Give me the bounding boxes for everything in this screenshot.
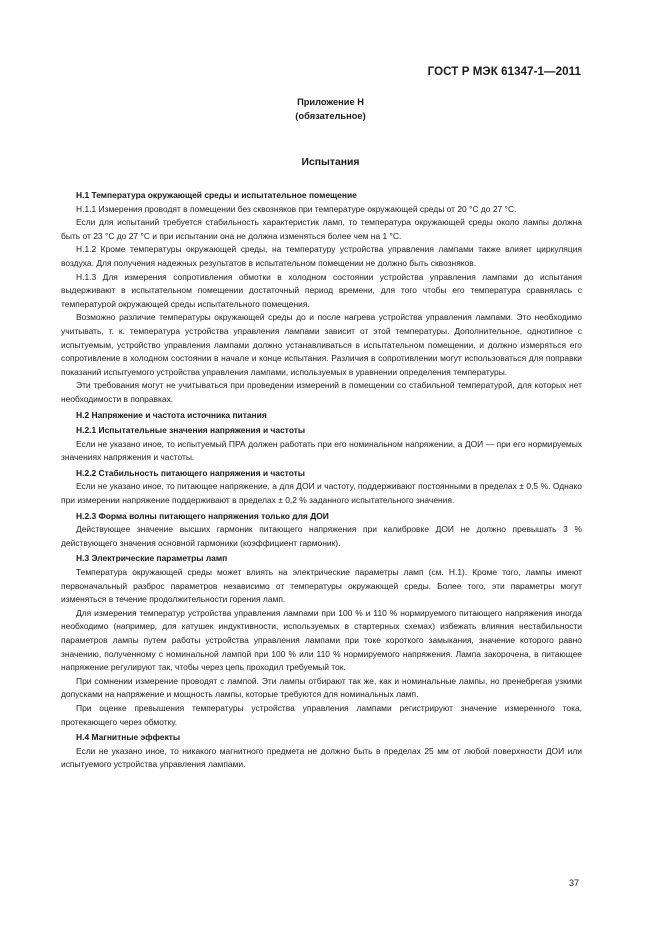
- subsection-heading: Н.4 Магнитные эффекты: [76, 732, 181, 743]
- paragraph: Если не указано иное, то питающее напряжение, а для ДОИ и частоту, поддерживают постоянными в пределах ± 0,5 %. Однако при измерении напряжение поддерживают в пределах ± 0,2 % заданного испытательного значения.: [61, 481, 582, 506]
- paragraph: При оценке превышения температуры устройства управления лампами регистрируют значение измеренного тока, протекающего через обмотку.: [61, 702, 582, 727]
- subsection-heading: Н.2.3 Форма волны питающего напряжения только для ДОИ: [76, 510, 329, 521]
- standard-designation: ГОСТ Р МЭК 61347-1—2011: [427, 66, 581, 78]
- paragraph: Если не указано иное, то испытуемый ПРА должен работать при его номинальном напряжении, а ДОИ — при его нормируемых значениях напряжения и частоты.: [61, 438, 582, 463]
- annex-title: Приложение Н: [297, 97, 364, 107]
- subsection-heading: Н.2.2 Стабильность питающего напряжения и частоты: [76, 467, 305, 478]
- subsection-heading: Н.1 Температура окружающей среды и испытательное помещение: [76, 190, 357, 200]
- annex-header: [0, 95, 661, 123]
- paragraph: Возможно различие температуры окружающей среды до и после нагрева устройства управления лампами. Это необходимо учитывать, т. к. температура устройства управления лампами зависит от этой температуры. Дополнительное, однотипное с испытуемым, устройство управления лампами должно устанавливаться в испытательном помещении, и должно измеряться его сопротивление в холодном состоянии в начале и конце испытания. Различия в сопротивлении могут использоваться для поправки показаний испытуемого устройства управления лампами, используемых в уравнении определения температуры.: [61, 312, 582, 377]
- subsection-heading: Н.2.1 Испытательные значения напряжения и частоты: [76, 425, 306, 436]
- paragraph: Если не указано иное, то никакого магнитного предмета не должно быть в пределах 25 мм от любой поверхности ДОИ или испытуемого устройства управления лампами.: [61, 745, 582, 770]
- subsection-heading: Н.2 Напряжение и частота источника питания: [76, 409, 267, 420]
- paragraph: Если для испытаний требуется стабильность характеристик ламп, то температура окружающей среды около лампы должна быть от 23 °С до 27 °С и при испытании она не должна изменяться более чем на 1 °С.: [61, 217, 582, 241]
- annex-status: (обязательное): [295, 111, 366, 121]
- paragraph: Н.1.3 Для измерения сопротивления обмотки в холодном состоянии устройства управления лампами до испытания выдерживают в испытательном помещении достаточный период времени, для того чтобы его температура сравнялась с температурой окружающей среды испытательного помещения.: [61, 271, 582, 309]
- subsection-heading: Н.3 Электрические параметры ламп: [76, 553, 228, 564]
- paragraph: Действующее значение высших гармоник питающего напряжения при калибровке ДОИ не должно превышать 3 % действующего значения основной гармоники (коэффициент гармоник).: [61, 524, 582, 548]
- paragraph: Эти требования могут не учитываться при проведении измерений в помещении со стабильной температурой, для которых нет необходимости в поправках.: [61, 380, 582, 404]
- paragraph: Н.1.2 Кроме температуры окружающей среды, на температуру устройства управления лампами также влияет циркуляция воздуха. Для получения надежных результатов в испытательном помещении не должно быть сквозняков.: [61, 244, 582, 268]
- paragraph: Для измерения температур устройства управления лампами при 100 % и 110 % нормируемого питающего напряжения иногда необходимо (например, для катушек индуктивности, используемых в стартерных схемах) избежать влияния нестабильности параметров лампы путем работы устройства управления лампами при токе короткого замыкания, значение которого равно значению, полученному с номинальной лампой при 100 % или 110 % нормируемого напряжения. Лампа закорочена, в питающее напряжение регулируют так, чтобы через цепь проходил требуемый ток.: [61, 607, 582, 673]
- body-text: [61, 187, 582, 772]
- paragraph: При сомнении измерение проводят с лампой. Эти лампы отбирают так же, как и номинальные лампы, но пренебрегая узкими допусками на напряжение и мощность лампы, которые требуются для номинальных ламп.: [61, 675, 582, 700]
- section-title: Испытания: [301, 157, 360, 168]
- paragraph: Температура окружающей среды может влиять на электрические параметры ламп (см. Н.1). Кроме того, лампы имеют первоначальный разброс параметров независимо от температуры окружающей среды. Более того, эти параметры могут изменяться в течение продолжительности горения ламп.: [61, 567, 582, 605]
- paragraph: Н.1.1 Измерения проводят в помещении без сквозняков при температуре окружающей среды от 20 °С до 27 °С.: [76, 203, 517, 214]
- page-number: 37: [568, 878, 579, 888]
